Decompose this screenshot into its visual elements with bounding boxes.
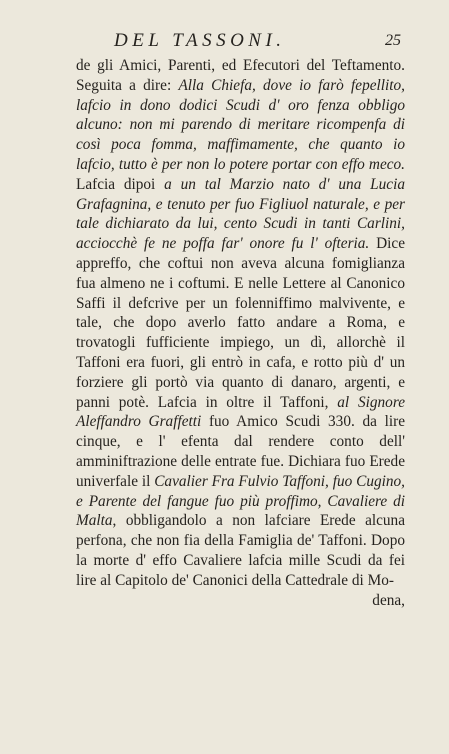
text-segment: Dice appreffo, che coftui non aveva alcuna fomiglianza fua almeno ne i coftumi. E nelle Lettere al Canonico Saffi il defcrive per un folenniffimo malvivente, e tale, che dopo averlo fatto andare a Roma, e trovatogli fufficiente impiego, un dì, allorchè il Taffoni era fuori, gli entrò in cafa, e rotto più d' un forziere gli portò via quanto di danaro, argenti, e panni potè. Lafcia in oltre il Taffoni, [76,235,406,411]
text-segment-italic: a un tal Marzio nato d' una Lucia Grafagnina, e tenuto per fuo Figliuol naturale, e per tale dichiarato da lui, cento Scudi in tanti Carlini, acciocchè fe ne poffa far' onore fu l' ofteria. [76,175,405,253]
text-segment: Lafcia dipoi [76,175,165,193]
page-header [76,30,405,54]
text-segment-italic: al Signore Aleffandro Graffetti [76,393,405,431]
text-segment-italic: Cavalier Fra Fulvio Taffoni, fuo Cugino, e Parente del fangue fuo più proffimo, Cavaliere di Malta [76,472,405,530]
text-segment-italic: Alla Chiefa, dove io farò fepellito, lafcio in dono dodici Scudi d' oro fenza obbligo alcuno: non mi parendo di meritare ricompenfa di così poca fomma, maffimamente, che quanto io lafcio, tutto è per non lo potere portar con effo meco. [76,76,405,173]
text-segment: fuo Amico Scudi 330. da lire cinque, e l' efenta dal rendere conto dell' amminiftrazione delle entrate fue. Dichiara fuo Erede univerfale il [76,413,406,490]
page-number: 25 [385,32,401,49]
text-segment: de gli Amici, Parenti, ed Efecutori del Teftamento. Seguita a dire: [76,57,405,94]
running-head: DEL TASSONI. [114,30,286,51]
catchword: dena, [372,591,405,609]
text-segment: , obbligandolo a non lafciare Erede alcuna perfona, che non fia della Famiglia de' Taffoni. Dopo la morte d' effo Cavaliere lafcia mille Scudi da fei lire al Capitolo de' Canonici della Cattedrale di Mo- [76,512,405,589]
body-text [76,56,405,591]
